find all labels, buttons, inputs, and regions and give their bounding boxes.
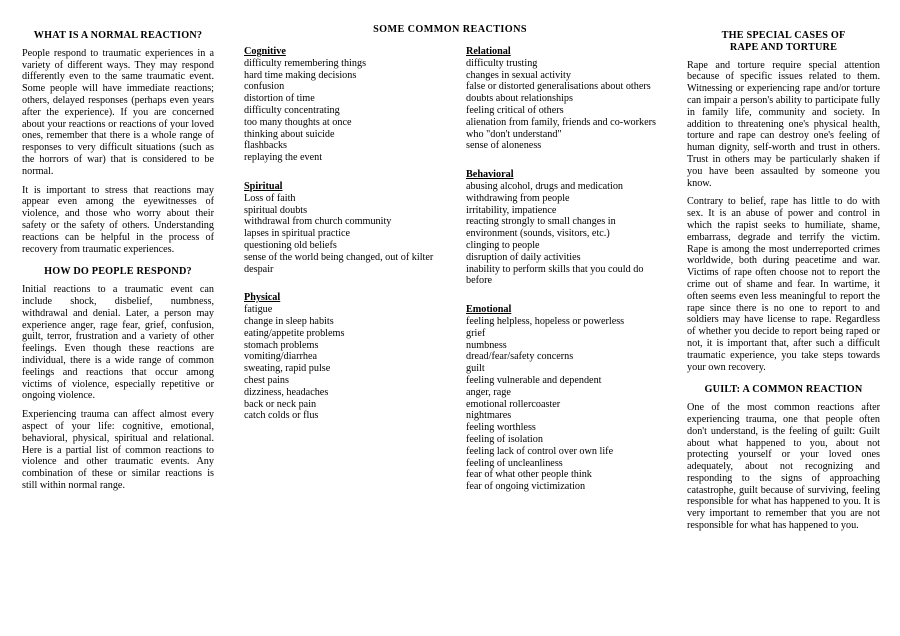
reaction-item: Loss of faith <box>244 192 296 204</box>
reaction-section-behavioral <box>466 169 658 287</box>
reaction-item: fear of what other people think <box>466 469 592 481</box>
reaction-item: nightmares <box>466 410 512 422</box>
reaction-item: questioning old beliefs <box>244 239 337 251</box>
reaction-item: anger, rage <box>466 386 511 398</box>
reaction-section-physical <box>244 292 434 422</box>
reactions-column-1 <box>244 46 434 439</box>
paragraph-how-respond-2: Experiencing trauma can affect almost every aspect of your life: cognitive, emotional, behavioral, physical, spiritual and relational. Here is a partial list of common reactions to violence and other traumatic events. Any combination of these or similar reactions is still within normal range. <box>22 409 214 491</box>
reaction-item: clinging to people <box>466 239 540 251</box>
section-title: Physical <box>244 292 281 304</box>
reaction-item: numbness <box>466 339 507 351</box>
reaction-item: spiritual doubts <box>244 204 308 216</box>
reaction-item: reacting strongly to small changes in environment (sounds, visitors, etc.) <box>466 216 616 240</box>
reaction-item: lapses in spiritual practice <box>244 228 351 240</box>
paragraph-normal-reaction-2: It is important to stress that reactions may appear even among the eyewitnesses of violence, and those who worry about their safety or the safety of others. Understanding reactions can be helpful in the process of recovery from traumatic experiences. <box>22 184 214 255</box>
reaction-item: chest pains <box>244 374 289 386</box>
reaction-item: sweating, rapid pulse <box>244 363 331 375</box>
paragraph-how-respond-1: Initial reactions to a traumatic event can include shock, disbelief, numbness, withdrawal and denial. Later, a person may experience anger, rage fear, grief, confusion, guilt, terror, frustration and a variety of other feelings. Even though these reactions are individual, there is a wide range of common feelings and reactions that occur among victims of violence, especially repetitive or ongoing violence. <box>22 284 214 402</box>
reaction-item: hard time making decisions <box>244 69 357 81</box>
paragraph-rape-torture-2: Contrary to belief, rape has little to do with sex. It is an abuse of power and control in which the rapist seeks to humiliate, shame, embarrass, degrade and terrify the victim. Rape is among the most underreported crimes worldwide, both during peacetime and war. Victims of rape often choose not to report the crime out of shame and fear. In wartime, it often seems even less meaningful to report the rape since there is no one to report to and soldiers may have license to rape. Regardless of whether you decide to report being raped or not, it is important that, after such a difficult traumatic experience, you take steps towards your own recovery. <box>687 196 880 373</box>
reaction-item: withdrawal from church community <box>244 216 392 228</box>
reaction-item: feeling critical of others <box>466 104 564 116</box>
reaction-item: change in sleep habits <box>244 315 334 327</box>
reaction-item: sense of aloneness <box>466 140 542 152</box>
reaction-item: feeling lack of control over own life <box>466 445 614 457</box>
column-left <box>22 30 214 499</box>
reaction-item: withdrawing from people <box>466 192 570 204</box>
reaction-item: eating/appetite problems <box>244 327 345 339</box>
paragraph-normal-reaction-1: People respond to traumatic experiences in a variety of different ways. They may respond differently even to the same traumatic event. Some people will have immediate reactions; others, delayed responses (perhaps even years after the experience). If you are concerned about your reactions or reactions of your loved ones, remember that there is a whole range of responses to very difficult situations (such as the horrors of war) that is considered to be normal. <box>22 47 214 177</box>
reaction-section-relational <box>466 46 658 152</box>
reaction-item: difficulty concentrating <box>244 104 340 116</box>
reaction-item: stomach problems <box>244 339 319 351</box>
reaction-item: thinking about suicide <box>244 128 335 140</box>
section-title: Spiritual <box>244 180 283 192</box>
reaction-item: guilt <box>466 363 485 375</box>
column-right <box>687 30 880 539</box>
reaction-item: feeling vulnerable and dependent <box>466 374 602 386</box>
reaction-section-cognitive <box>244 46 434 164</box>
common-reactions-title: SOME COMMON REACTIONS <box>373 24 527 35</box>
reaction-item: grief <box>466 327 486 339</box>
reaction-item: vomiting/diarrhea <box>244 351 317 363</box>
reaction-item: emotional rollercoaster <box>466 398 561 410</box>
section-title: Behavioral <box>466 169 514 181</box>
reaction-item: doubts about relationships <box>466 93 573 105</box>
reaction-item: replaying the event <box>244 152 323 164</box>
reaction-item: distortion of time <box>244 93 315 105</box>
reaction-item: flashbacks <box>244 140 287 152</box>
reaction-item: difficulty remembering things <box>244 57 367 69</box>
reaction-item: inability to perform skills that you could do before <box>466 263 644 287</box>
reaction-item: confusion <box>244 81 285 93</box>
reaction-item: difficulty trusting <box>466 57 538 69</box>
reaction-item: back or neck pain <box>244 398 317 410</box>
reaction-item: fear of ongoing victimization <box>466 481 586 493</box>
reaction-item: catch colds or flus <box>244 410 319 422</box>
reaction-item: abusing alcohol, drugs and medication <box>466 180 624 192</box>
reaction-item: sense of the world being changed, out of kilter <box>244 251 434 263</box>
heading-normal-reaction: WHAT IS A NORMAL REACTION? <box>33 30 203 41</box>
reaction-item: false or distorted generalisations about others <box>466 81 651 93</box>
section-title: Emotional <box>466 304 512 316</box>
reaction-item: alienation from family, friends and co-workers who "don't understand" <box>466 116 657 140</box>
reaction-item: feeling helpless, hopeless or powerless <box>466 315 625 327</box>
reaction-item: despair <box>244 263 274 275</box>
reaction-item: changes in sexual activity <box>466 69 571 81</box>
reaction-item: feeling of isolation <box>466 433 543 445</box>
reaction-item: disruption of daily activities <box>466 251 581 263</box>
heading-how-people-respond: HOW DO PEOPLE RESPOND? <box>44 266 192 278</box>
reaction-item: feeling worthless <box>466 422 536 434</box>
reaction-item: dizziness, headaches <box>244 386 329 398</box>
section-title: Relational <box>466 46 511 57</box>
heading-guilt: GUILT: A COMMON REACTION <box>704 384 863 396</box>
heading-rape-torture: THE SPECIAL CASES OF RAPE AND TORTURE <box>721 30 846 53</box>
reaction-section-spiritual <box>244 181 434 275</box>
reaction-item: irritability, impatience <box>466 204 557 216</box>
paragraph-rape-torture-1: Rape and torture require special attention because of specific issues related to them. Witnessing or experiencing rape and/or torture can impair a person's ability to participate fully in family life, community and society. In addition to threatening one's physical health, torture and rape can destroy one's feeling of human dignity, self-worth and trust in others. Trust in others may be particularly shaken if you have been assaulted by someone you know. <box>687 59 880 189</box>
reaction-item: too many thoughts at once <box>244 116 352 128</box>
reaction-item: feeling of uncleanliness <box>466 457 563 469</box>
reaction-section-emotional <box>466 304 658 493</box>
reactions-column-2 <box>466 46 658 510</box>
reaction-item: dread/fear/safety concerns <box>466 351 574 363</box>
reaction-item: fatigue <box>244 304 273 316</box>
paragraph-guilt: One of the most common reactions after experiencing trauma, one that people often don't understand, is the feeling of guilt: Guilt about what happened to you, about not protecting yourself or your loved ones adequately, about not recognizing and responding to the signs of approaching catastrophe, guilt because of surviving, feeling responsible for what has happened to you. It is very important to remember that you are not responsible for what has happened to you. <box>687 402 880 532</box>
section-title: Cognitive <box>244 46 286 57</box>
